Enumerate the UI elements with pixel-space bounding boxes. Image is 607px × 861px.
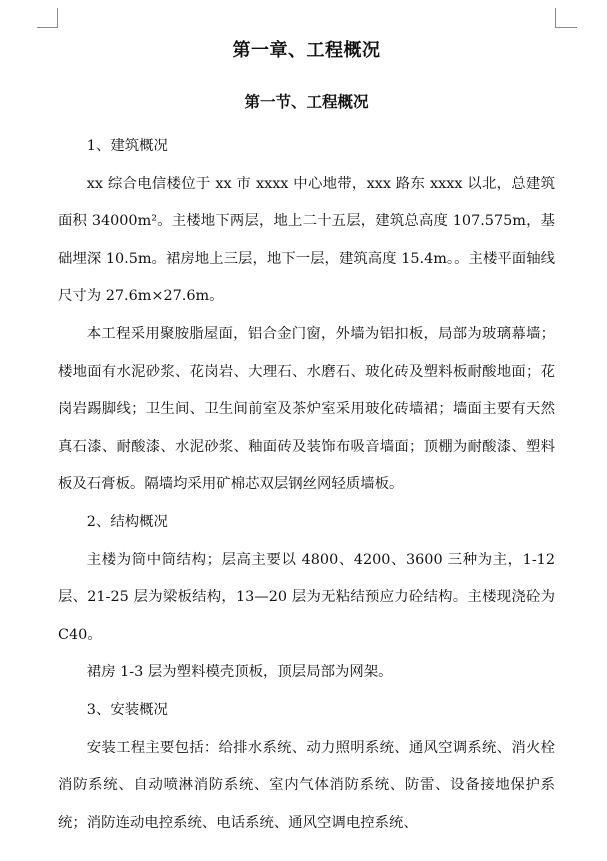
body-text [58, 128, 555, 842]
crop-mark-top-left-horizontal [37, 27, 58, 28]
paragraph: 本工程采用聚胺脂屋面，铝合金门窗，外墙为铝扣板，局部为玻璃幕墙；楼地面有水泥砂浆、花岗岩、大理石、水磨石、玻化砖及塑料板耐酸地面；花岗岩踢脚线；卫生间、卫生间前室及茶炉室采用玻化砖墙裙；墙面主要有天然真石漆、耐酸漆、水泥砂浆、釉面砖及装饰布吸音墙面；顶棚为耐酸漆、塑料板及石膏板。隔墙均采用矿棉芯双层钢丝网轻质墙板。 [58, 325, 555, 493]
paragraph: 安装工程主要包括：给排水系统、动力照明系统、通风空调系统、消火栓消防系统、自动喷淋消防系统、室内气体消防系统、防雷、设备接地保护系统；消防连动电控系统、电话系统、通风空调电控系统、 [58, 739, 555, 831]
subheading-installation-overview: 3、安装概况 [86, 701, 168, 718]
subheading-building-overview: 1、建筑概况 [86, 138, 168, 154]
crop-mark-top-right-vertical [555, 8, 556, 28]
paragraph: 主楼为筒中筒结构；层高主要以 4800、4200、3600 三种为主，1-12 层、21-25 层为梁板结构，13—20 层为无粘结预应力砼结构。主楼现浇砼为 C40。 [58, 551, 555, 643]
crop-mark-top-left-vertical [57, 8, 58, 28]
section-title: 第一节、工程概况 [244, 93, 369, 111]
chapter-title: 第一章、工程概况 [232, 40, 381, 61]
paragraph: 裙房 1-3 层为塑料模壳顶板，顶层局部为网架。 [86, 664, 393, 681]
paragraph: xx 综合电信楼位于 xx 市 xxxx 中心地带，xxx 路东 xxxx 以北，总建筑面积 34000m²。主楼地下两层，地上二十五层，建筑总高度 107.575m，基础埋深 10.5m。裙房地上三层，地下一层，建筑高度 15.4m。。主楼平面轴线尺寸为 27.6m×27.6m。 [58, 175, 555, 305]
subheading-structure-overview: 2、结构概况 [86, 513, 168, 530]
crop-mark-top-right-horizontal [555, 27, 577, 28]
